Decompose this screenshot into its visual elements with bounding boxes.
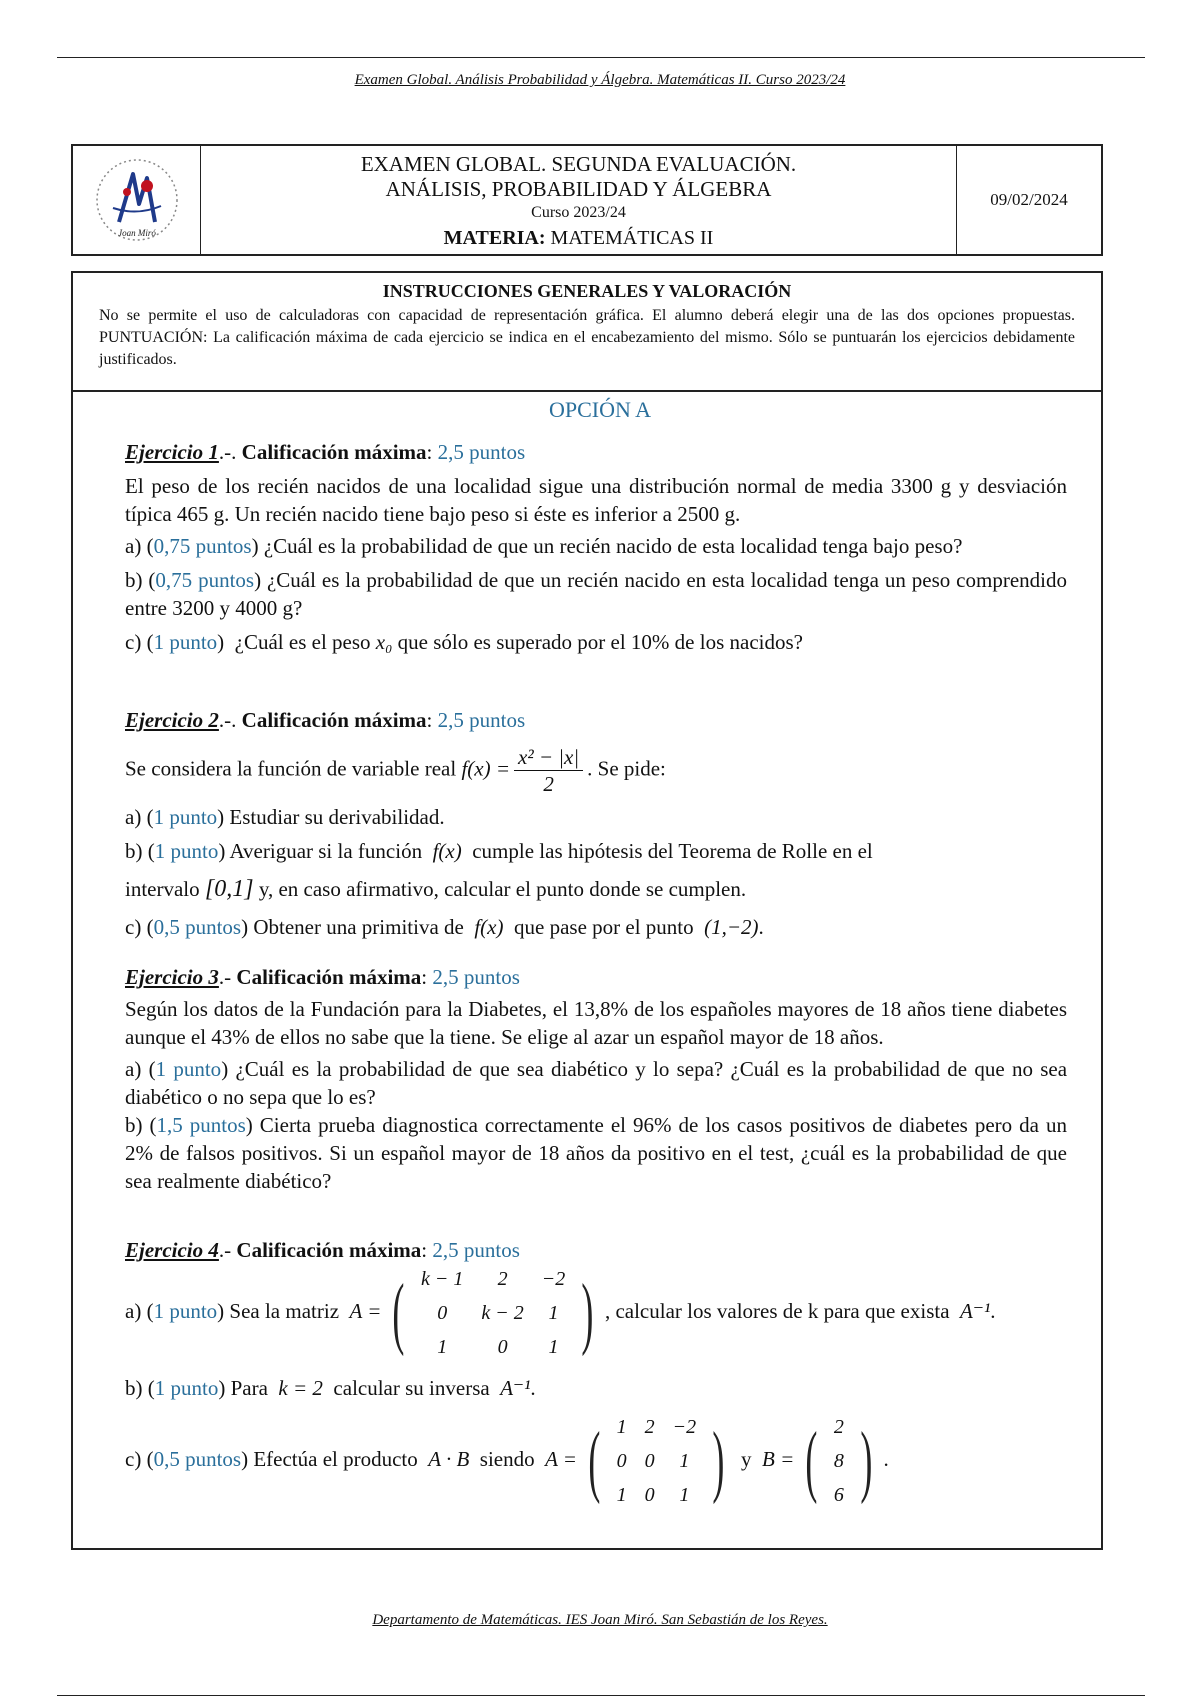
exercise-4-c: c) (0,5 puntos) Efectúa el producto A · B siendo A = ( 1 2 −2 0 0 1 1 0 1 ) y B = ( 2 8 6 ) . <box>125 1410 1067 1512</box>
school-logo-icon <box>89 152 185 248</box>
matrix-b: ( 2 8 6 ) <box>798 1410 879 1512</box>
exercise-3-statement: Según los datos de la Fundación para la Diabetes, el 13,8% de los españoles mayores de 18 años tiene diabetes aunque el 43% de ellos no sabe que la tiene. Se elige al azar un español mayor de 18 años. <box>125 997 1067 1049</box>
bottom-rule <box>57 1695 1145 1696</box>
course-year: Curso 2023/24 <box>531 204 626 221</box>
matrix-cell: 1 <box>437 1336 448 1358</box>
exercise-2-c: c) (0,5 puntos) Obtener una primitiva de f(x) que pase por el punto (1,−2). <box>125 915 764 939</box>
matrix-cell: 2 <box>833 1416 844 1438</box>
exercise-3 <box>125 963 1067 1195</box>
matrix-cell: 0 <box>437 1302 448 1324</box>
matrix-row <box>825 1444 853 1478</box>
exercise-2-heading: Ejercicio 2.-. Calificación máxima: 2,5 puntos <box>125 708 526 732</box>
title-block <box>71 144 1103 256</box>
matrix-cell: 6 <box>833 1484 844 1506</box>
exercise-3-heading: Ejercicio 3.- Calificación máxima: 2,5 puntos <box>125 965 520 989</box>
matrix-a-numeric: ( 1 2 −2 0 0 1 1 0 1 ) <box>581 1410 732 1512</box>
exercise-2-a: a) (1 punto) Estudiar su derivabilidad. <box>125 805 445 829</box>
matrix-cell: 2 <box>497 1268 508 1290</box>
function-fraction: $\frac{\text{x² − |x|}}{2}$ <box>514 744 583 797</box>
matrix-cell: k − 2 <box>481 1302 524 1324</box>
matrix-cell: 0 <box>644 1450 655 1472</box>
exercise-2-b-interval: intervalo [0,1] y, en caso afirmativo, calcular el punto donde se cumplen. <box>125 876 747 902</box>
exercise-4-b: b) (1 punto) Para k = 2 calcular su inversa A⁻¹. <box>125 1376 536 1400</box>
matrix-row <box>825 1410 853 1444</box>
matrix-row <box>608 1444 706 1478</box>
matrix-row <box>608 1410 706 1444</box>
matrix-cell: 1 <box>679 1484 690 1506</box>
matrix-cell: k − 1 <box>421 1268 464 1290</box>
exercise-1-c: c) (1 punto) ¿Cuál es el peso x₀ que sólo es superado por el 10% de los nacidos? <box>125 630 803 654</box>
matrix-cell: −2 <box>541 1268 566 1290</box>
matrix-cell: 1 <box>679 1450 690 1472</box>
matrix-cell: 0 <box>497 1336 508 1358</box>
matrix-cell: 0 <box>616 1450 627 1472</box>
exercise-1 <box>125 438 1067 656</box>
title-cell <box>201 146 957 254</box>
exam-date: 09/02/2024 <box>990 190 1068 209</box>
matrix-row <box>412 1330 574 1364</box>
option-title: OPCIÓN A <box>548 397 652 422</box>
exercise-3-b: b) (1,5 puntos) Cierta prueba diagnostica correctamente el 96% de los casos positivos de diabetes pero da un 2% de falsos positivos. Si un español mayor de 18 años da positivo en el test, ¿cuál es la probabilidad de que sea realmente diabético? <box>125 1113 1067 1193</box>
instructions-heading: INSTRUCCIONES GENERALES Y VALORACIÓN <box>382 281 792 301</box>
exercise-2 <box>125 706 1067 941</box>
exercise-1-a: a) (0,75 puntos) ¿Cuál es la probabilidad de que un recién nacido de esta localidad tenga bajo peso? <box>125 534 963 558</box>
matrix-row <box>825 1478 853 1512</box>
page-header: Examen Global. Análisis Probabilidad y Álgebra. Matemáticas II. Curso 2023/24 <box>354 72 846 88</box>
svg-text:Joan Miró: Joan Miró <box>117 228 156 238</box>
matrix-a-k: ( k − 1 2 −2 0 k − 2 1 1 0 1 ) <box>385 1262 601 1364</box>
top-rule <box>57 57 1145 58</box>
page-footer: Departamento de Matemáticas. IES Joan Miró. San Sebastián de los Reyes. <box>372 1612 828 1628</box>
matrix-row <box>608 1478 706 1512</box>
instructions-body: No se permite el uso de calculadoras con capacidad de representación gráfica. El alumno deberá elegir una de las dos opciones propuestas. PUNTUACIÓN: La calificación máxima de cada ejercicio se indica en el encabezamiento del mismo. Sólo se puntuarán los ejercicios debidamente justificados. <box>99 307 1075 368</box>
matrix-cell: 1 <box>548 1336 559 1358</box>
matrix-row <box>412 1296 574 1330</box>
exercise-1-statement: El peso de los recién nacidos de una localidad sigue una distribución normal de media 3300 g y desviación típica 465 g. Un recién nacido tiene bajo peso si éste es inferior a 2500 g. <box>125 474 1067 526</box>
matrix-cell: 1 <box>616 1484 627 1506</box>
exam-title: EXAMEN GLOBAL. SEGUNDA EVALUACIÓN. <box>360 152 797 176</box>
instructions-box <box>71 271 1103 391</box>
matrix-cell: 1 <box>616 1416 627 1438</box>
exam-subject-areas: ANÁLISIS, PROBABILIDAD Y ÁLGEBRA <box>385 177 772 201</box>
exercise-4-heading: Ejercicio 4.- Calificación máxima: 2,5 puntos <box>125 1238 520 1262</box>
matrix-cell: 0 <box>644 1484 655 1506</box>
matrix-cell: 1 <box>548 1302 559 1324</box>
matrix-cell: 8 <box>833 1450 844 1472</box>
exercise-4 <box>125 1236 1067 1512</box>
exercise-1-heading: Ejercicio 1.-. Calificación máxima: 2,5 puntos <box>125 440 526 464</box>
matrix-cell: 2 <box>644 1416 655 1438</box>
exercise-2-function: Se considera la función de variable real f(x) = $\frac{\text{x² − |x|}}{2}$ . Se pide: <box>125 745 666 796</box>
materia-line: MATERIA: MATEMÁTICAS II <box>443 227 714 249</box>
matrix-row <box>412 1262 574 1296</box>
exercise-3-a: a) (1 punto) ¿Cuál es la probabilidad de que sea diabético y lo sepa? ¿Cuál es la probabilidad de que no sea diabético o no sepa que lo es? <box>125 1057 1068 1109</box>
exercise-2-b: b) (1 punto) Averiguar si la función f(x) cumple las hipótesis del Teorema de Rolle en el <box>125 839 873 863</box>
exercise-4-a: a) (1 punto) Sea la matriz A = ( k − 1 2 −2 0 k − 2 1 1 0 1 ) , calcular los valores de k para que exista A⁻¹. <box>125 1262 1067 1364</box>
matrix-cell: −2 <box>672 1416 697 1438</box>
exercise-1-b: b) (0,75 puntos) ¿Cuál es la probabilidad de que un recién nacido en esta localidad tenga un peso comprendido entre 3200 y 4000 g? <box>125 568 1067 620</box>
school-logo <box>73 146 201 254</box>
